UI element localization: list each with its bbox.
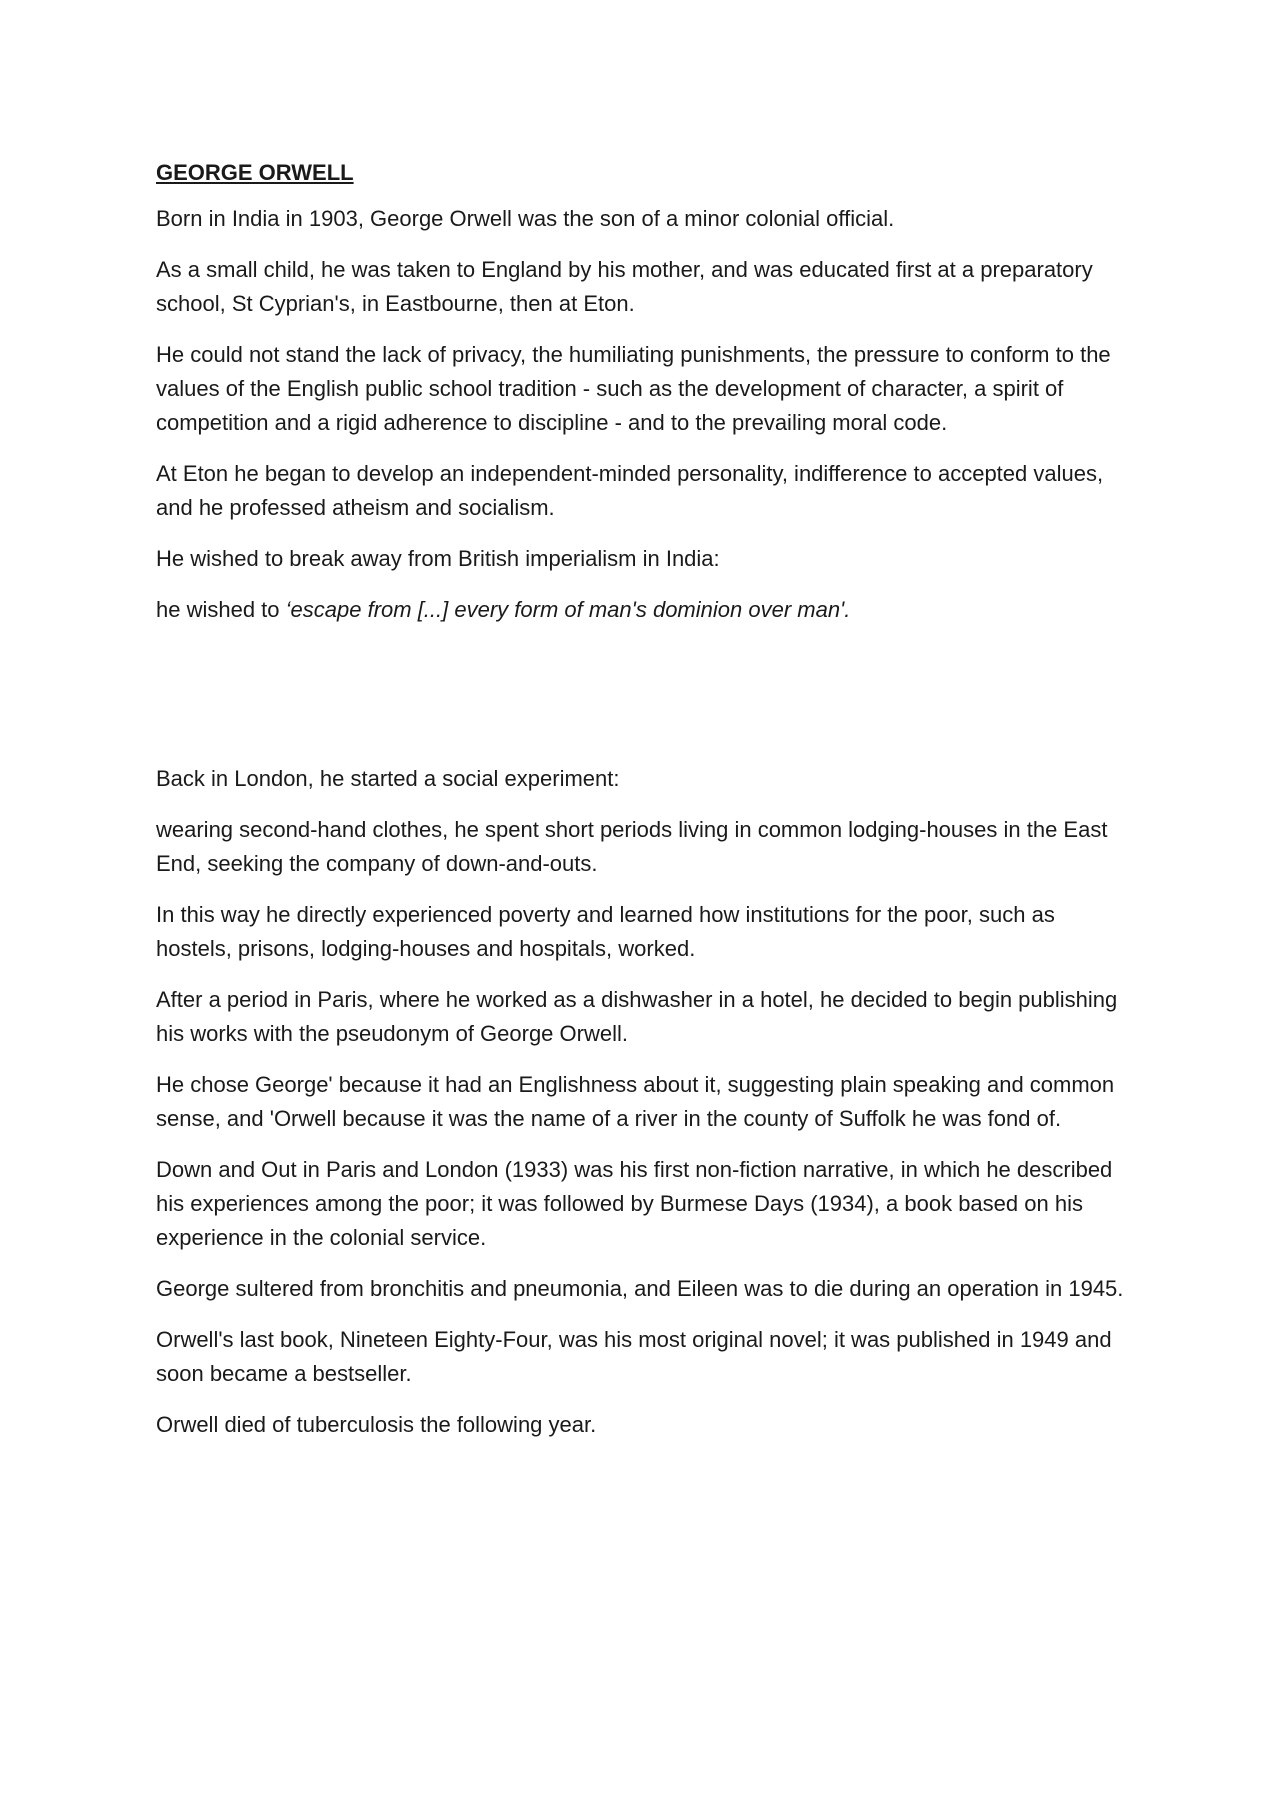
paragraph-death: Orwell died of tuberculosis the following year.: [156, 1412, 597, 1437]
paragraph-last-book: Orwell's last book, Nineteen Eighty-Four, was his most original novel; it was published in 1949 and soon became a bestseller.: [156, 1327, 1112, 1386]
paragraph-imperialism: He wished to break away from British imperialism in India:: [156, 546, 720, 571]
paragraph-birth: Born in India in 1903, George Orwell was the son of a minor colonial official.: [156, 206, 895, 231]
paragraph-works: Down and Out in Paris and London (1933) was his first non-fiction narrative, in which he described his experiences among the poor; it was followed by Burmese Days (1934), a book based on his experience in the colonial service.: [156, 1157, 1113, 1250]
section-gap: [156, 644, 1136, 762]
paragraph-lodging: wearing second-hand clothes, he spent short periods living in common lodging-houses in the East End, seeking the company of down-and-outs.: [156, 817, 1108, 876]
paragraph-poverty: In this way he directly experienced poverty and learned how institutions for the poor, such as hostels, prisons, lodging-houses and hospitals, worked.: [156, 902, 1055, 961]
paragraph-childhood: As a small child, he was taken to England by his mother, and was educated first at a preparatory school, St Cyprian's, in Eastbourne, then at Eton.: [156, 257, 1093, 316]
paragraph-quote: [156, 593, 1136, 627]
paragraph-school: He could not stand the lack of privacy, the humiliating punishments, the pressure to conform to the values of the English public school tradition - such as the development of character, a spirit of competition and a rigid adherence to discipline - and to the prevailing moral code.: [156, 342, 1111, 435]
document-title: GEORGE ORWELL: [156, 160, 354, 185]
quote-text: ‘escape from [...] every form of man's dominion over man'.: [285, 597, 851, 622]
paragraph-eton: At Eton he began to develop an independent-minded personality, indifference to accepted values, and he professed atheism and socialism.: [156, 461, 1104, 520]
document-body: [156, 158, 1136, 1459]
paragraph-pseudonym: He chose George' because it had an Englishness about it, suggesting plain speaking and common sense, and 'Orwell because it was the name of a river in the county of Suffolk he was fond of.: [156, 1072, 1115, 1131]
paragraph-london: Back in London, he started a social experiment:: [156, 766, 620, 791]
paragraph-illness: George sultered from bronchitis and pneumonia, and Eileen was to die during an operation in 1945.: [156, 1276, 1124, 1301]
quote-prefix: he wished to: [156, 597, 286, 622]
paragraph-paris: After a period in Paris, where he worked as a dishwasher in a hotel, he decided to begin publishing his works with the pseudonym of George Orwell.: [156, 987, 1118, 1046]
